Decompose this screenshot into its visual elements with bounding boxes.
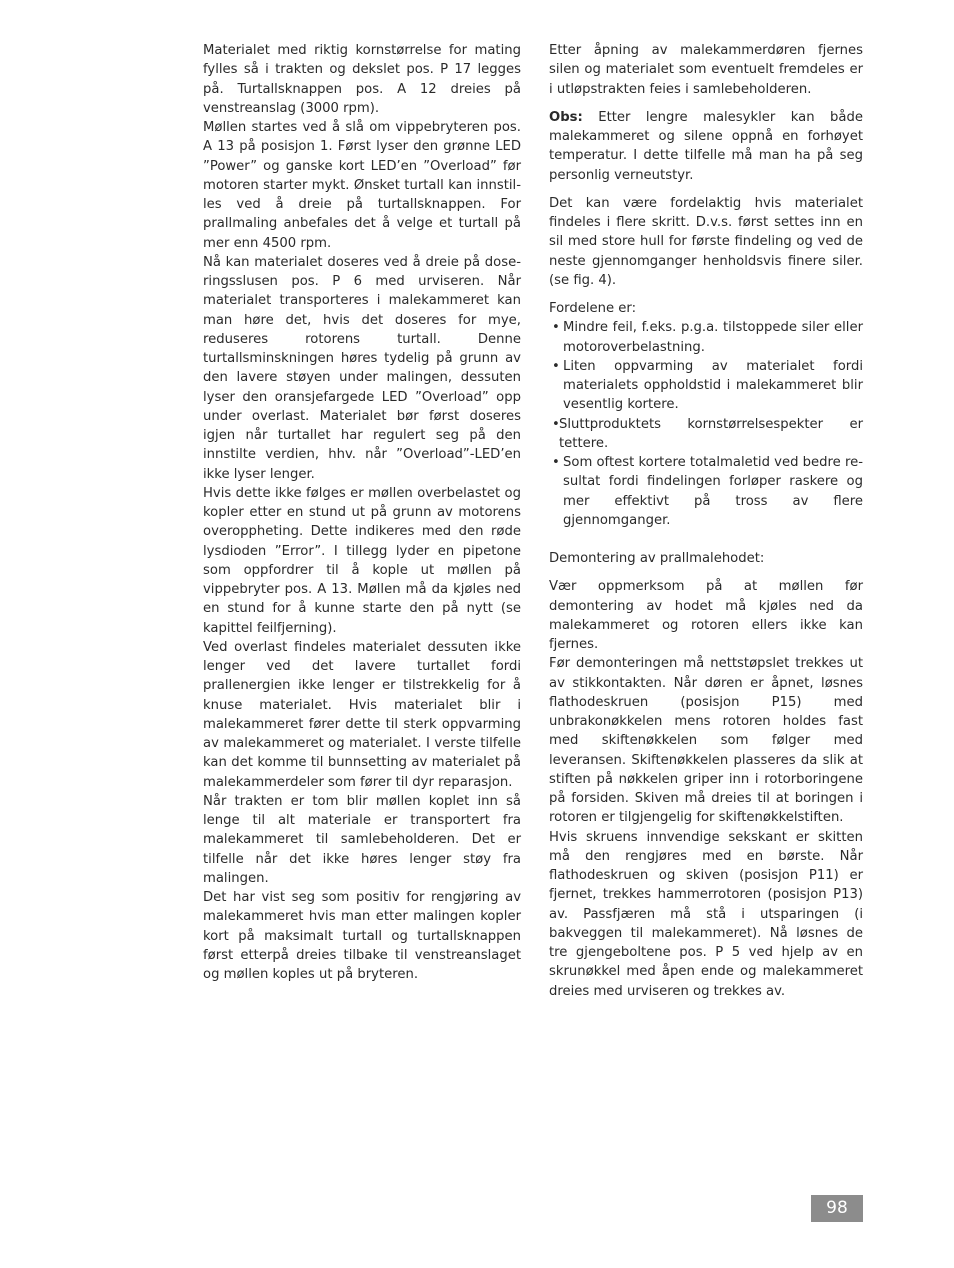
paragraph-multi-step: Det kan være fordelaktig hvis materialet findeles i flere skritt. D.v.s. først settes inn en sil med store hull for første findeling og ved de neste gjennomganger henholdsvis finere siler. (se fig. 4). bbox=[549, 195, 863, 288]
paragraph-obs bbox=[549, 108, 863, 185]
paragraph-dosing: Nå kan materialet doseres ved å dreie på doseringsslusen pos. P 6 med urviseren. Når materialet transporteres i malekammeret kan man høre det, hvis det doseres for mye, reduseres rotorens turtall. Denne turtallsminskningen høres tydelig på grunn av den lavere støyen under malingen, dessuten lyser den oransjefargede LED ”Overload” opp under overlast. Materialet bør først doseres igjen når turtallet har regulert seg på den innstilte verdien, hhv. når ”Overload”-LED’en ikke lyser lenger. bbox=[203, 254, 521, 482]
obs-label: Obs: bbox=[549, 109, 583, 125]
list-item: • Sluttproduktets kornstørrelsespekter er tettere. bbox=[549, 415, 863, 454]
paragraph-cool-down: Vær oppmerksom på at møllen før demontering av hodet må kjøles ned da malekammeret og rotoren ellers ikke kan fjernes. bbox=[549, 579, 863, 652]
obs-text: Etter lengre malesykler kan både malekammeret og silene oppnå en forhøyet temperatur. I dette tilfelle må man ha på seg personlig verneutstyr. bbox=[549, 109, 863, 183]
paragraph-remove-rotor: Hvis skruens innvendige sekskant er skitten må den rengjøres med en børste. Når flathodeskruen og skiven (posisjon P11) er fjernet, trekkes hammerrotoren (posisjon P13) av. Passfjæren må stå i utsparingen (i bakveggen til malekammeret). Nå løsnes de tre gjengeboltene pos. P 5 ved hjelp av en skrunøkkel med åpen ende og malekammeret dreies med urviseren og trekkes av. bbox=[549, 829, 863, 999]
list-item: • Som oftest kortere totalmaletid ved bedre resultat fordi findelingen forløper raskere og mer effektivt på tross av flere gjennomganger. bbox=[549, 453, 863, 530]
page-number: 98 bbox=[811, 1195, 863, 1222]
paragraph-start-mill: Møllen startes ved å slå om vippebryteren pos. A 13 på posisjon 1. Først lyser den grønne LED ”Power” og ganske kort LED’en ”Overload” før motoren starter mykt. Ønsket turtall kan innstilles ved å dreie på turtallsknappen. For prallmaling anbefales det å velge et turtall på mer enn 4500 rpm. bbox=[203, 120, 521, 251]
paragraph-empty-hopper: Når trakten er tom blir møllen koplet inn så lenge til alt materiale er transportert fra malekammeret til samlebeholderen. Det er tilfelle når det ikke høres lenger støy fra malingen. bbox=[203, 793, 521, 886]
list-item: • Liten oppvarming av materialet fordi materialets oppholdstid i malekammeret blir vesentlig kortere. bbox=[549, 357, 863, 415]
paragraph-overload-effects: Ved overlast findeles materialet dessuten ikke lenger ved det lavere turtallet fordi prallenergien ikke lenger er tilstrekkelig for å knuse materialet. Hvis materialet blir i malekammeret fører dette til sterk oppvarming av malekammeret og materialet. I verste tilfelle kan det komme til bunnsetting av materialet på malekammerdeler som fører til dyr reparasjon. bbox=[203, 639, 521, 790]
left-column bbox=[203, 41, 521, 984]
paragraph-cleaning: Det har vist seg som positiv for rengjøring av malekammeret hvis man etter malingen kopler kort på maksimalt turtall og turtallsknappen først etterpå dreies tilbake til venstreanslaget og møllen koples ut på bryteren. bbox=[203, 890, 521, 982]
advantages-list bbox=[549, 318, 863, 530]
paragraph-overload-error: Hvis dette ikke følges er møllen overbelastet og kopler etter en stund ut på grunn av motorens overoppheting. Dette indikeres med den røde lysdioden ”Error”. I tillegg lyder en pipetone som oppfordrer til å kople ut møllen på vippebryter pos. A 13. Møllen må da kjøles ned en stund for å kunne starte den på nytt (se kapittel feilfjerning). bbox=[203, 485, 521, 636]
right-column bbox=[549, 41, 863, 1001]
list-item: • Mindre feil, f.eks. p.g.a. tilstoppede siler eller motoroverbelastning. bbox=[549, 318, 863, 357]
paragraph-open-door: Etter åpning av malekammerdøren fjernes silen og materialet som eventuelt fremdeles er i utløpstrakten feies i samlebeholderen. bbox=[549, 43, 863, 97]
section-heading: Demontering av prallmalehodet: bbox=[549, 551, 765, 566]
paragraph-unplug-unscrew: Før demonteringen må nettstøpslet trekkes ut av stikkontakten. Når døren er åpnet, løsnes flathodeskruen (posisjon P15) med unbrakonøkkelen mens rotoren holdes fast med skiftenøkkelen som følger med leveransen. Skiftenøkkelen plasseres da slik at stiften på nøkkelen griper inn i rotorboringene på forsiden. Skiven må dreies til at boringen i rotoren er tilgjengelig for skiftenøkkelstiften. bbox=[549, 656, 863, 826]
paragraph-feeding: Materialet med riktig kornstørrelse for mating fylles så i trakten og dekslet pos. P 17 legges på. Turtallsknappen pos. A 12 dreies på venstreanslag (3000 rpm). bbox=[203, 43, 521, 116]
advantages-label: Fordelene er: bbox=[549, 301, 637, 316]
